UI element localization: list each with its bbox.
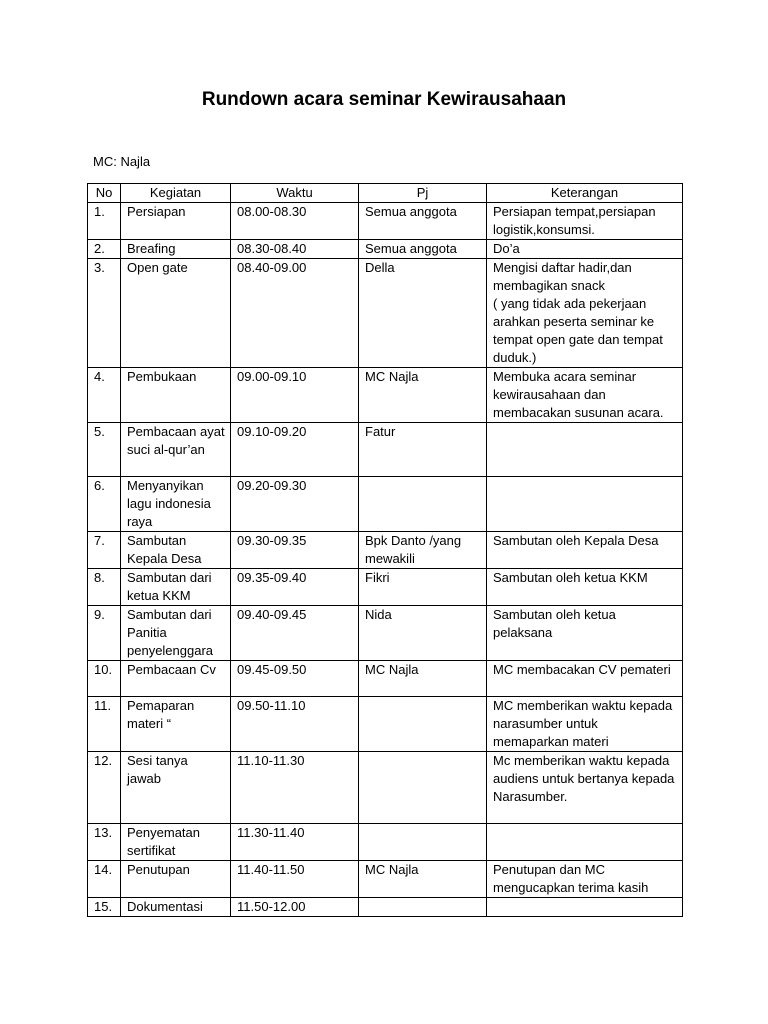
cell-waktu: 08.30-08.40 bbox=[231, 240, 359, 259]
cell-waktu: 09.10-09.20 bbox=[231, 423, 359, 477]
cell-waktu: 09.00-09.10 bbox=[231, 368, 359, 423]
header-waktu: Waktu bbox=[231, 184, 359, 203]
cell-waktu: 11.10-11.30 bbox=[231, 752, 359, 824]
cell-pj: Fatur bbox=[359, 423, 487, 477]
cell-no: 14. bbox=[88, 861, 121, 898]
cell-pj: MC Najla bbox=[359, 661, 487, 697]
cell-waktu: 08.00-08.30 bbox=[231, 203, 359, 240]
table-row bbox=[88, 423, 683, 477]
cell-keterangan: Mc memberikan waktu kepada audiens untuk bertanya kepada Narasumber. bbox=[487, 752, 683, 824]
cell-kegiatan: Dokumentasi bbox=[121, 898, 231, 917]
cell-no: 6. bbox=[88, 477, 121, 532]
cell-pj: Bpk Danto /yang mewakili bbox=[359, 532, 487, 569]
cell-keterangan: Mengisi daftar hadir,dan membagikan snack ( yang tidak ada pekerjaan arahkan peserta seminar ke tempat open gate dan tempat duduk.) bbox=[487, 259, 683, 368]
cell-pj: MC Najla bbox=[359, 368, 487, 423]
cell-no: 8. bbox=[88, 569, 121, 606]
cell-no: 11. bbox=[88, 697, 121, 752]
cell-keterangan bbox=[487, 477, 683, 532]
cell-no: 9. bbox=[88, 606, 121, 661]
cell-pj: Semua anggota bbox=[359, 240, 487, 259]
cell-waktu: 11.50-12.00 bbox=[231, 898, 359, 917]
cell-waktu: 08.40-09.00 bbox=[231, 259, 359, 368]
cell-keterangan bbox=[487, 898, 683, 917]
table-row bbox=[88, 606, 683, 661]
cell-kegiatan: Pembacaan Cv bbox=[121, 661, 231, 697]
cell-kegiatan: Persiapan bbox=[121, 203, 231, 240]
cell-pj: Nida bbox=[359, 606, 487, 661]
cell-pj bbox=[359, 477, 487, 532]
cell-no: 5. bbox=[88, 423, 121, 477]
cell-keterangan: Penutupan dan MC mengucapkan terima kasih bbox=[487, 861, 683, 898]
header-no: No bbox=[88, 184, 121, 203]
cell-no: 13. bbox=[88, 824, 121, 861]
table-row bbox=[88, 368, 683, 423]
cell-no: 1. bbox=[88, 203, 121, 240]
cell-kegiatan: Pembukaan bbox=[121, 368, 231, 423]
cell-pj bbox=[359, 697, 487, 752]
cell-kegiatan: Breafing bbox=[121, 240, 231, 259]
cell-kegiatan: Pembacaan ayat suci al-qur’an bbox=[121, 423, 231, 477]
cell-no: 7. bbox=[88, 532, 121, 569]
cell-kegiatan: Sesi tanya jawab bbox=[121, 752, 231, 824]
cell-no: 4. bbox=[88, 368, 121, 423]
cell-waktu: 11.40-11.50 bbox=[231, 861, 359, 898]
table-row bbox=[88, 697, 683, 752]
cell-no: 12. bbox=[88, 752, 121, 824]
cell-kegiatan: Penutupan bbox=[121, 861, 231, 898]
cell-waktu: 09.20-09.30 bbox=[231, 477, 359, 532]
cell-no: 15. bbox=[88, 898, 121, 917]
cell-no: 3. bbox=[88, 259, 121, 368]
table-header-row bbox=[88, 184, 683, 203]
cell-waktu: 11.30-11.40 bbox=[231, 824, 359, 861]
cell-no: 10. bbox=[88, 661, 121, 697]
header-kegiatan: Kegiatan bbox=[121, 184, 231, 203]
cell-pj: Della bbox=[359, 259, 487, 368]
cell-pj bbox=[359, 752, 487, 824]
table-row bbox=[88, 861, 683, 898]
cell-pj: MC Najla bbox=[359, 861, 487, 898]
cell-pj: Semua anggota bbox=[359, 203, 487, 240]
mc-line: MC: Najla bbox=[93, 154, 151, 169]
cell-no: 2. bbox=[88, 240, 121, 259]
table-row bbox=[88, 477, 683, 532]
cell-keterangan: Sambutan oleh ketua pelaksana bbox=[487, 606, 683, 661]
table-row bbox=[88, 569, 683, 606]
table-row bbox=[88, 203, 683, 240]
cell-keterangan: Sambutan oleh Kepala Desa bbox=[487, 532, 683, 569]
cell-waktu: 09.30-09.35 bbox=[231, 532, 359, 569]
cell-kegiatan: Sambutan dari Panitia penyelenggara bbox=[121, 606, 231, 661]
cell-pj bbox=[359, 824, 487, 861]
cell-keterangan bbox=[487, 423, 683, 477]
cell-keterangan bbox=[487, 824, 683, 861]
table-row bbox=[88, 259, 683, 368]
cell-waktu: 09.50-11.10 bbox=[231, 697, 359, 752]
cell-kegiatan: Pemaparan materi “ bbox=[121, 697, 231, 752]
cell-keterangan: Membuka acara seminar kewirausahaan dan membacakan susunan acara. bbox=[487, 368, 683, 423]
cell-pj: Fikri bbox=[359, 569, 487, 606]
table-row bbox=[88, 532, 683, 569]
cell-keterangan: Do’a bbox=[487, 240, 683, 259]
cell-keterangan: MC memberikan waktu kepada narasumber untuk memaparkan materi bbox=[487, 697, 683, 752]
cell-waktu: 09.45-09.50 bbox=[231, 661, 359, 697]
cell-pj bbox=[359, 898, 487, 917]
cell-keterangan: Sambutan oleh ketua KKM bbox=[487, 569, 683, 606]
table-row bbox=[88, 752, 683, 824]
header-pj: Pj bbox=[359, 184, 487, 203]
cell-kegiatan: Penyematan sertifikat bbox=[121, 824, 231, 861]
cell-waktu: 09.40-09.45 bbox=[231, 606, 359, 661]
cell-waktu: 09.35-09.40 bbox=[231, 569, 359, 606]
table-row bbox=[88, 824, 683, 861]
cell-keterangan: MC membacakan CV pemateri bbox=[487, 661, 683, 697]
cell-kegiatan: Sambutan dari ketua KKM bbox=[121, 569, 231, 606]
header-keterangan: Keterangan bbox=[487, 184, 683, 203]
cell-kegiatan: Menyanyikan lagu indonesia raya bbox=[121, 477, 231, 532]
cell-kegiatan: Open gate bbox=[121, 259, 231, 368]
rundown-table bbox=[87, 183, 683, 917]
table-row bbox=[88, 661, 683, 697]
cell-kegiatan: Sambutan Kepala Desa bbox=[121, 532, 231, 569]
table-row bbox=[88, 240, 683, 259]
table-row bbox=[88, 898, 683, 917]
page-title: Rundown acara seminar Kewirausahaan bbox=[201, 89, 567, 110]
cell-keterangan: Persiapan tempat,persiapan logistik,konsumsi. bbox=[487, 203, 683, 240]
